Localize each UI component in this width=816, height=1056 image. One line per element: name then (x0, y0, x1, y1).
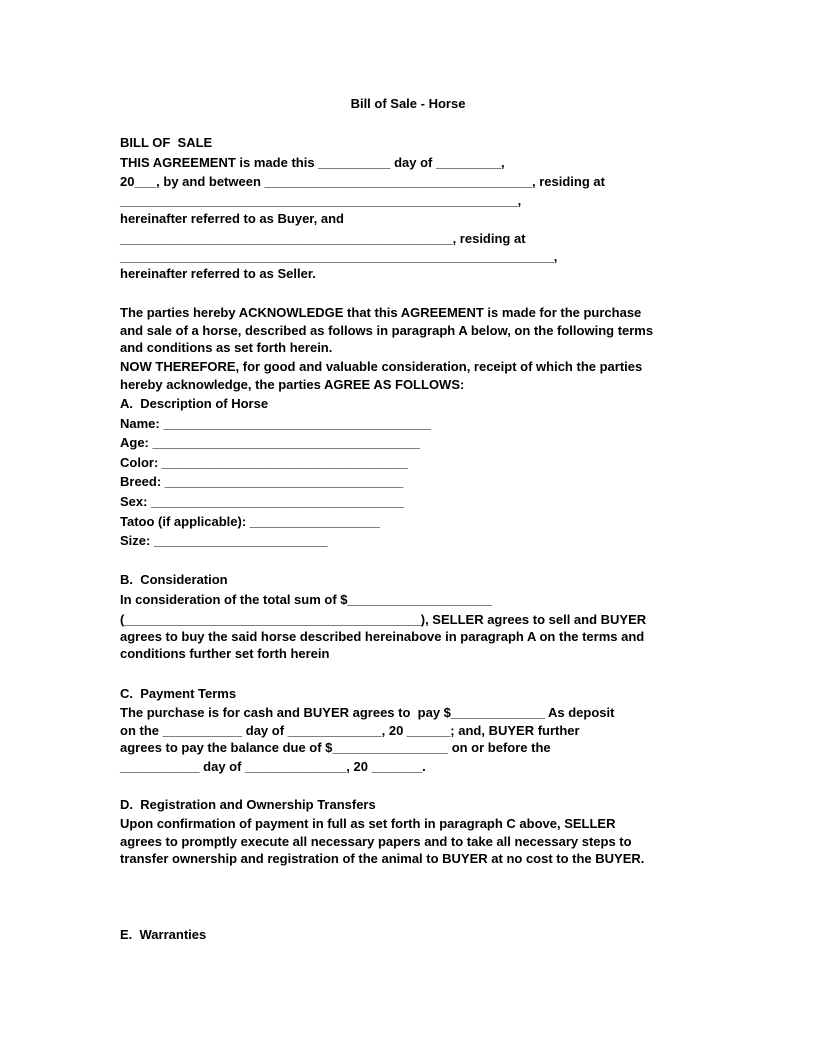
intro-line: _______________________________________________________, (120, 193, 522, 208)
section-c-heading: C. Payment Terms (120, 686, 237, 701)
horse-color-field: Color: __________________________________ (120, 455, 408, 470)
section-a-heading: A. Description of Horse (120, 396, 269, 411)
section-e-heading: E. Warranties (120, 927, 207, 942)
consideration-line: (_________________________________________), SELLER agrees to sell and BUYER (120, 612, 647, 627)
bill-of-sale-header: BILL OF SALE (120, 135, 213, 150)
payment-line: agrees to pay the balance due of $________________ on or before the (120, 740, 551, 755)
acknowledge-line: and conditions as set forth herein. (120, 340, 333, 355)
horse-breed-field: Breed: _________________________________ (120, 474, 404, 489)
horse-name-field: Name: _____________________________________ (120, 416, 431, 431)
payment-line: on the ___________ day of _____________, 20 ______; and, BUYER further (120, 723, 580, 738)
intro-line: hereinafter referred to as Buyer, and (120, 211, 344, 226)
horse-size-field: Size: ________________________ (120, 533, 328, 548)
acknowledge-line: NOW THEREFORE, for good and valuable consideration, receipt of which the parties (120, 359, 643, 374)
registration-line: Upon confirmation of payment in full as set forth in paragraph C above, SELLER (120, 816, 616, 831)
payment-line: The purchase is for cash and BUYER agrees to pay $_____________ As deposit (120, 705, 615, 720)
intro-line: 20___, by and between _____________________________________, residing at (120, 174, 605, 189)
horse-sex-field: Sex: ___________________________________ (120, 494, 405, 509)
horse-tatoo-field: Tatoo (if applicable): __________________ (120, 514, 380, 529)
acknowledge-line: hereby acknowledge, the parties AGREE AS FOLLOWS: (120, 377, 465, 392)
consideration-line: agrees to buy the said horse described hereinabove in paragraph A on the terms and (120, 629, 645, 644)
acknowledge-line: The parties hereby ACKNOWLEDGE that this AGREEMENT is made for the purchase (120, 305, 642, 320)
consideration-line: In consideration of the total sum of $____________________ (120, 592, 493, 607)
intro-line: ____________________________________________________________, (120, 249, 558, 264)
intro-line: hereinafter referred to as Seller. (120, 266, 316, 281)
section-d-heading: D. Registration and Ownership Transfers (120, 797, 376, 812)
consideration-line: conditions further set forth herein (120, 646, 330, 661)
intro-line: ______________________________________________, residing at (120, 231, 526, 246)
section-b-heading: B. Consideration (120, 572, 228, 587)
horse-age-field: Age: _____________________________________ (120, 435, 421, 450)
payment-line: ___________ day of ______________, 20 _______. (120, 759, 426, 774)
document-title: Bill of Sale - Horse (350, 96, 466, 111)
intro-line: THIS AGREEMENT is made this __________ day of _________, (120, 155, 505, 170)
registration-line: agrees to promptly execute all necessary papers and to take all necessary steps to (120, 834, 632, 849)
acknowledge-line: and sale of a horse, described as follows in paragraph A below, on the following terms (120, 323, 654, 338)
registration-line: transfer ownership and registration of the animal to BUYER at no cost to the BUYER. (120, 851, 645, 866)
